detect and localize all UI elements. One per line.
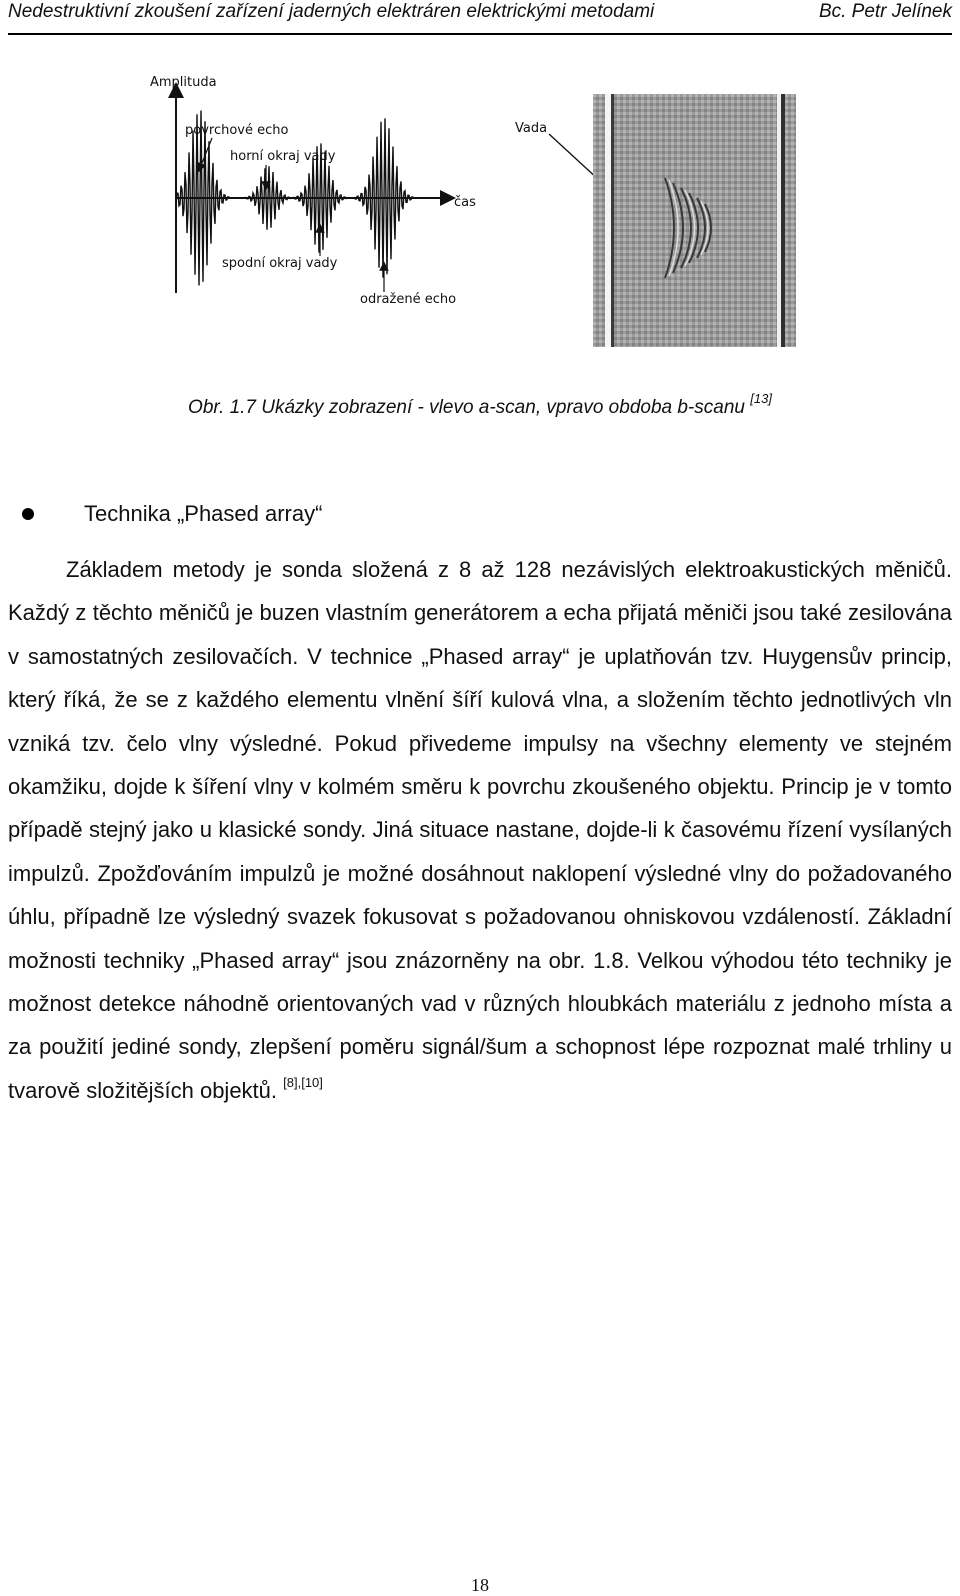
ascan-diagram (148, 68, 493, 313)
bscan-image (515, 88, 810, 353)
label-defect: Vada (515, 121, 548, 136)
label-reflected-echo: odražené echo (360, 292, 457, 307)
label-time: čas (454, 195, 476, 210)
page-header (8, 0, 952, 35)
caption-reference: [13] (750, 390, 772, 406)
section-title: Technika „Phased array“ (84, 501, 323, 526)
bullet-icon (22, 508, 34, 520)
label-lower-edge: spodní okraj vady (222, 256, 338, 271)
page-number: 18 (471, 1575, 489, 1595)
paragraph-reference: [8],[10] (283, 1074, 323, 1090)
header-author: Bc. Petr Jelínek (818, 1, 952, 22)
header-title: Nedestruktivní zkoušení zařízení jaderných elektráren elektrickými metodami (8, 1, 655, 22)
label-amplitude: Amplituda (150, 75, 217, 90)
section-paragraph: Základem metody je sonda složená z 8 až 128 nezávislých elektroakustických měničů. Každý z těchto měničů je buzen vlastním generátorem a echa přijatá měniči jsou také zesilována v samostatných zesilovačích. V technice „Phased array“ je uplatňován tzv. Huygensův princip, který říká, že se z každého elementu vlnění šíří kulová vlna, a složením těchto jednotlivých vln vzniká tzv. čelo vlny výsledné. Pokud přivedeme impulsy na všechny elementy ve stejném okamžiku, dojde k šíření vlny v kolmém směru k povrchu zkoušeného objektu. Princip je v tomto případě stejný jako u klasické sondy. Jiná situace nastane, dojde-li k časovému řízení vysílaných impulzů. Zpožďováním impulzů je možné dosáhnout naklopení výsledné vlny do požadovaného úhlu, případně lze výsledný svazek fokusovat s požadovanou ohniskovou vzdáleností. Základní možnosti techniky „Phased array“ jsou znázorněny na obr. 1.8. Velkou výhodou této techniky je možnost detekce náhodně orientovaných vad v různých hloubkách materiálu z jednoho místa a za použití jediné sondy, zlepšení poměru signál/šum a schopnost lépe rozpoznat malé trhliny u tvarově složitějších objektů. [8],[10] (8, 557, 952, 1103)
label-surface-echo: povrchové echo (185, 123, 289, 138)
figure-caption: Obr. 1.7 Ukázky zobrazení - vlevo a-scan, vpravo obdoba b-scanu [13] (188, 390, 772, 418)
label-upper-edge: horní okraj vady (230, 149, 336, 164)
